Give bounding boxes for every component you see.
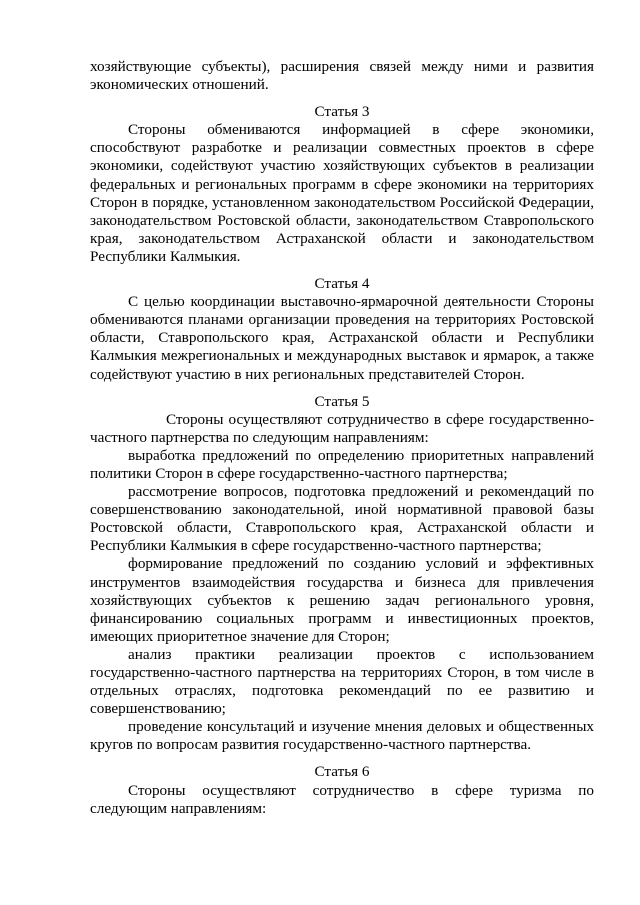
section-gap [90,94,594,103]
section-gap [90,266,594,275]
article-6-paragraph: Стороны осуществляют сотрудничество в сфере туризма по следующим направлениям: [90,781,594,817]
article-5-item: рассмотрение вопросов, подготовка предложений и рекомендаций по совершенствованию законодательной, иной нормативной правовой базы Ростовской области, Ставропольского края, Астраханской области и Республики Калмыкия в сфере государственно-частного партнерства; [90,483,594,555]
article-5-item: анализ практики реализации проектов с использованием государственно-частного партнерства на территориях Сторон, в том числе в отдельных отраслях, подготовка рекомендаций по ее развитию и совершенствованию; [90,645,594,718]
article-4-heading: Статья 4 [314,275,370,293]
document-page [90,58,594,818]
article-5-intro: Стороны осуществляют сотрудничество в сфере государственно-частного партнерства по следующим направлениям: [90,410,594,446]
article-6-heading: Статья 6 [314,763,370,781]
article-5-item: проведение консультаций и изучение мнения деловых и общественных кругов по вопросам развития государственно-частного партнерства. [90,718,594,754]
article-5-item: формирование предложений по созданию условий и эффективных инструментов взаимодействия государства и бизнеса для привлечения хозяйствующих субъектов к решению задач регионального уровня, финансированию социальных программ и инвестиционных проектов, имеющих приоритетное значение для Сторон; [90,555,594,645]
article-3-paragraph: Стороны обмениваются информацией в сфере экономики, способствуют разработке и реализации совместных проектов в сфере экономики, содействуют участию хозяйствующих субъектов в реализации федеральных и региональных программ в сфере экономики на территориях Сторон в порядке, установленном законодательством Российской Федерации, законодательством Ростовской области, законодательством Ставропольского края, законодательством Астраханской области и законодательством Республики Калмыкия. [90,121,594,265]
intro-paragraph: хозяйствующие субъекты), расширения связей между ними и развития экономических отношений. [90,58,594,94]
article-5-heading: Статья 5 [314,392,370,410]
article-3-heading: Статья 3 [314,103,370,121]
article-5-item: выработка предложений по определению приоритетных направлений политики Сторон в сфере государственно-частного партнерства; [90,446,594,482]
section-gap [90,384,594,393]
article-4-paragraph: С целью координации выставочно-ярмарочной деятельности Стороны обмениваются планами организации проведения на территориях Ростовской области, Ставропольского края, Астраханской области и Республики Калмыкия межрегиональных и международных выставок и ярмарок, а также содействуют участию в них региональных представителей Сторон. [90,293,594,383]
section-gap [90,754,594,763]
